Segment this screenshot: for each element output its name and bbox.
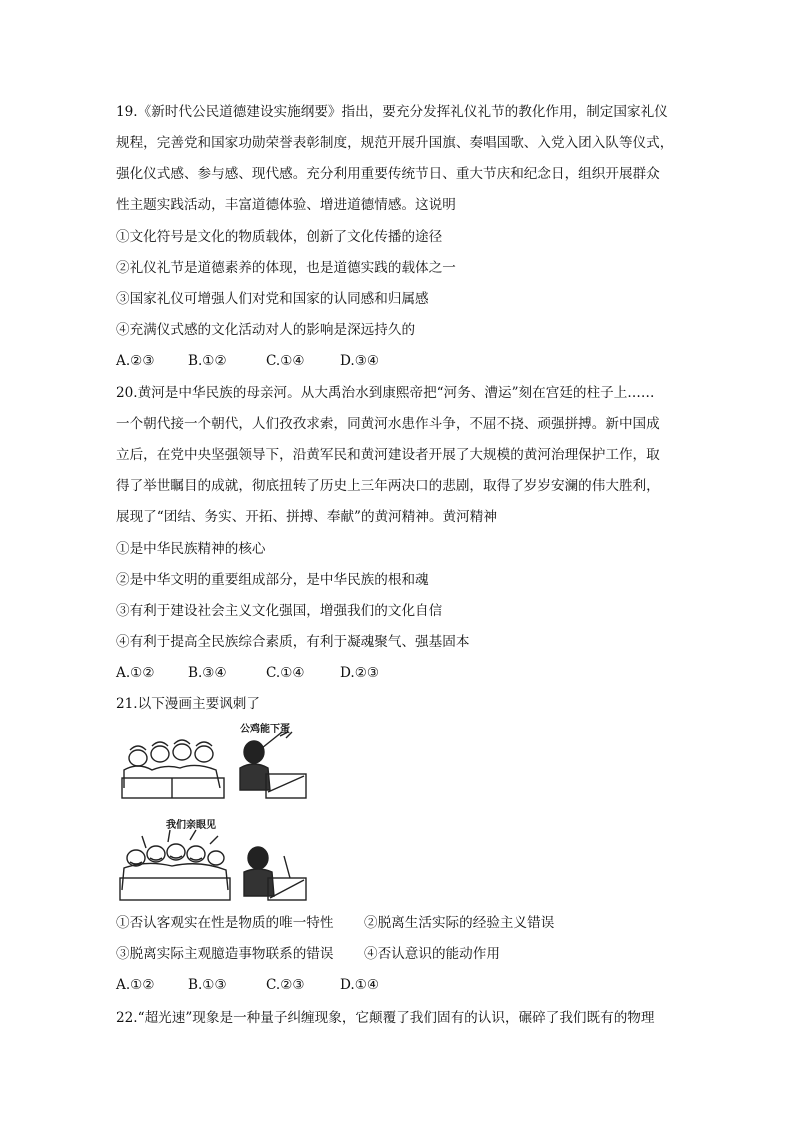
q20-stem-line-5: 展现了“团结、务实、开拓、拼搏、奉献”的黄河精神。黄河精神	[116, 509, 497, 525]
cartoon-panel-bottom	[116, 808, 312, 904]
q20-option-d[interactable]: D.②③	[340, 665, 380, 681]
q19-options	[116, 351, 379, 371]
q21-item-1: ①否认客观实在性是物质的唯一特性	[116, 915, 334, 931]
q20-stem-line-2: 一个朝代接一个朝代，人们孜孜求索，同黄河水患作斗争，不屈不挠、顽强拼搏。新中国成	[116, 416, 660, 432]
q20-item-1: ①是中华民族精神的核心	[116, 541, 266, 557]
q20-options	[116, 663, 379, 683]
cartoon-caption-bottom: 我们亲眼见	[166, 820, 216, 831]
cartoon-panel-top	[116, 718, 312, 802]
q21-options	[116, 975, 379, 995]
q19-item-3: ③国家礼仪可增强人们对党和国家的认同感和归属感	[116, 291, 429, 307]
q19-item-1: ①文化符号是文化的物质载体，创新了文化传播的途径	[116, 229, 443, 245]
q21-item-4: ④否认意识的能动作用	[364, 946, 500, 962]
q21-option-a[interactable]: A.①②	[116, 977, 155, 993]
q20-option-c[interactable]: C.①④	[266, 665, 305, 681]
q20-item-2: ②是中华文明的重要组成部分，是中华民族的根和魂	[116, 572, 429, 588]
q19-option-d[interactable]: D.③④	[340, 353, 380, 369]
q22-stem-line-1: 22.“超光速”现象是一种量子纠缠现象，它颠覆了我们固有的认识，碾碎了我们既有的物理	[116, 1010, 655, 1026]
q21-option-d[interactable]: D.①④	[340, 977, 380, 993]
q19-item-2: ②礼仪礼节是道德素养的体现，也是道德实践的载体之一	[116, 260, 456, 276]
q21-item-2: ②脱离生活实际的经验主义错误	[364, 915, 555, 931]
q19-option-a[interactable]: A.②③	[116, 353, 155, 369]
q19-stem-line-3: 强化仪式感、参与感、现代感。充分利用重要传统节日、重大节庆和纪念日，组织开展群众	[116, 166, 660, 182]
q19-stem-line-2: 规程，完善党和国家功勋荣誉表彰制度，规范开展升国旗、奏唱国歌、入党入团入队等仪式，	[116, 135, 674, 151]
q19-stem-line-4: 性主题实践活动，丰富道德体验、增进道德情感。这说明	[116, 197, 456, 213]
q20-stem-line-3: 立后，在党中央坚强领导下，沿黄军民和黄河建设者开展了大规模的黄河治理保护工作，取	[116, 447, 660, 463]
q19-option-c[interactable]: C.①④	[266, 353, 305, 369]
q20-stem-line-1: 20.黄河是中华民族的母亲河。从大禹治水到康熙帝把“河务、漕运”刻在宫廷的柱子上……	[116, 385, 655, 401]
q21-stem: 21.以下漫画主要讽刺了	[116, 696, 260, 712]
q21-option-b[interactable]: B.①③	[188, 977, 227, 993]
q20-option-b[interactable]: B.③④	[188, 665, 227, 681]
q19-stem-line-1: 19.《新时代公民道德建设实施纲要》指出，要充分发挥礼仪礼节的教化作用，制定国家礼仪	[116, 104, 668, 120]
q20-option-a[interactable]: A.①②	[116, 665, 155, 681]
q21-option-c[interactable]: C.②③	[266, 977, 305, 993]
q21-items-row-1	[116, 913, 554, 933]
q20-item-4: ④有利于提高全民族综合素质，有利于凝魂聚气、强基固本	[116, 634, 470, 650]
q21-items-row-2	[116, 944, 500, 964]
q19-item-4: ④充满仪式感的文化活动对人的影响是深远持久的	[116, 322, 416, 338]
q21-item-3: ③脱离实际主观臆造事物联系的错误	[116, 946, 334, 962]
q19-option-b[interactable]: B.①②	[188, 353, 227, 369]
cartoon-caption-top: 公鸡能下蛋	[240, 724, 290, 735]
q20-stem-line-4: 得了举世瞩目的成就，彻底扭转了历史上三年两决口的悲剧，取得了岁岁安澜的伟大胜利，	[116, 478, 660, 494]
q20-item-3: ③有利于建设社会主义文化强国，增强我们的文化自信	[116, 603, 443, 619]
